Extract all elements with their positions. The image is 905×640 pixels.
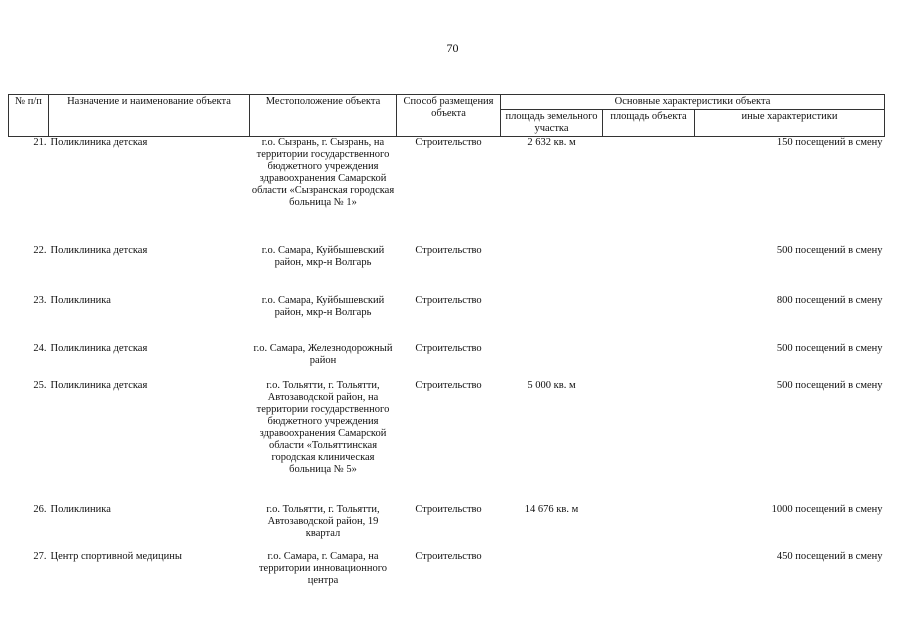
placement-method: Строительство bbox=[415, 245, 482, 256]
row-number: 25. bbox=[33, 380, 47, 391]
object-name: Поликлиника детская bbox=[50, 245, 148, 256]
row-number: 21. bbox=[33, 137, 47, 148]
other-characteristics: 800 посещений в смену bbox=[776, 295, 883, 306]
other-characteristics: 450 посещений в смену bbox=[776, 551, 883, 562]
other-characteristics: 500 посещений в смену bbox=[776, 380, 883, 391]
table-header bbox=[9, 95, 885, 137]
table-row bbox=[9, 343, 885, 380]
land-area bbox=[501, 295, 603, 343]
placement-method: Строительство bbox=[415, 504, 482, 515]
object-name: Поликлиника bbox=[50, 295, 111, 306]
objects-table bbox=[8, 94, 885, 591]
object-area bbox=[603, 295, 695, 343]
header-characteristics: Основные характеристики объекта bbox=[501, 95, 885, 110]
header-name: Назначение и наименование объекта bbox=[49, 95, 250, 137]
other-characteristics: 500 посещений в смену bbox=[776, 245, 883, 256]
object-name: Центр спортивной медицины bbox=[50, 551, 182, 562]
placement-method: Строительство bbox=[415, 551, 482, 562]
row-number: 24. bbox=[33, 343, 47, 354]
land-area bbox=[501, 343, 603, 380]
object-name: Поликлиника детская bbox=[50, 343, 148, 354]
row-number: 27. bbox=[33, 551, 47, 562]
object-area bbox=[603, 504, 695, 551]
object-location: г.о. Самара, Куйбышевский район, мкр-н Волгарь bbox=[261, 245, 385, 268]
other-characteristics: 1000 посещений в смену bbox=[771, 504, 883, 515]
other-characteristics: 500 посещений в смену bbox=[776, 343, 883, 354]
header-land-area: площадь земельного участка bbox=[501, 110, 603, 137]
table-row bbox=[9, 245, 885, 295]
row-number: 26. bbox=[33, 504, 47, 515]
object-area bbox=[603, 380, 695, 504]
table-row bbox=[9, 137, 885, 246]
land-area: 5 000 кв. м bbox=[527, 380, 576, 391]
object-location: г.о. Тольятти, г. Тольятти, Автозаводской район, на территории государственного бюджетного учреждения здравоохранения Самарской области «Тольяттинская городская клиническая больница № 5» bbox=[256, 380, 390, 475]
object-area bbox=[603, 245, 695, 295]
placement-method: Строительство bbox=[415, 295, 482, 306]
object-location: г.о. Самара, Железнодорожный район bbox=[253, 343, 393, 366]
header-other: иные характеристики bbox=[695, 110, 885, 137]
row-number: 23. bbox=[33, 295, 47, 306]
page-number: 70 bbox=[446, 41, 459, 55]
placement-method: Строительство bbox=[415, 380, 482, 391]
object-location: г.о. Тольятти, г. Тольятти, Автозаводской район, 19 квартал bbox=[266, 504, 380, 539]
object-area bbox=[603, 137, 695, 246]
table-row bbox=[9, 380, 885, 504]
object-name: Поликлиника детская bbox=[50, 137, 148, 148]
object-name: Поликлиника детская bbox=[50, 380, 148, 391]
header-num: № п/п bbox=[9, 95, 49, 137]
object-area bbox=[603, 343, 695, 380]
object-area bbox=[603, 551, 695, 591]
placement-method: Строительство bbox=[415, 343, 482, 354]
other-characteristics: 150 посещений в смену bbox=[776, 137, 883, 148]
object-location: г.о. Самара, г. Самара, на территории инновационного центра bbox=[258, 551, 388, 586]
object-name: Поликлиника bbox=[50, 504, 111, 515]
land-area: 14 676 кв. м bbox=[524, 504, 579, 515]
table-row bbox=[9, 504, 885, 551]
land-area bbox=[501, 245, 603, 295]
object-location: г.о. Сызрань, г. Сызрань, на территории государственного бюджетного учреждения здравоохранения Самарской области «Сызранская городская больница № 1» bbox=[251, 137, 395, 208]
land-area: 2 632 кв. м bbox=[527, 137, 576, 148]
header-placement: Способ размещения объекта bbox=[397, 95, 501, 137]
placement-method: Строительство bbox=[415, 137, 482, 148]
object-location: г.о. Самара, Куйбышевский район, мкр-н Волгарь bbox=[261, 295, 385, 318]
row-number: 22. bbox=[33, 245, 47, 256]
table-body bbox=[9, 137, 885, 592]
header-location: Местоположение объекта bbox=[250, 95, 397, 137]
table-row bbox=[9, 295, 885, 343]
header-object-area: площадь объекта bbox=[603, 110, 695, 137]
land-area bbox=[501, 551, 603, 591]
table-row bbox=[9, 551, 885, 591]
